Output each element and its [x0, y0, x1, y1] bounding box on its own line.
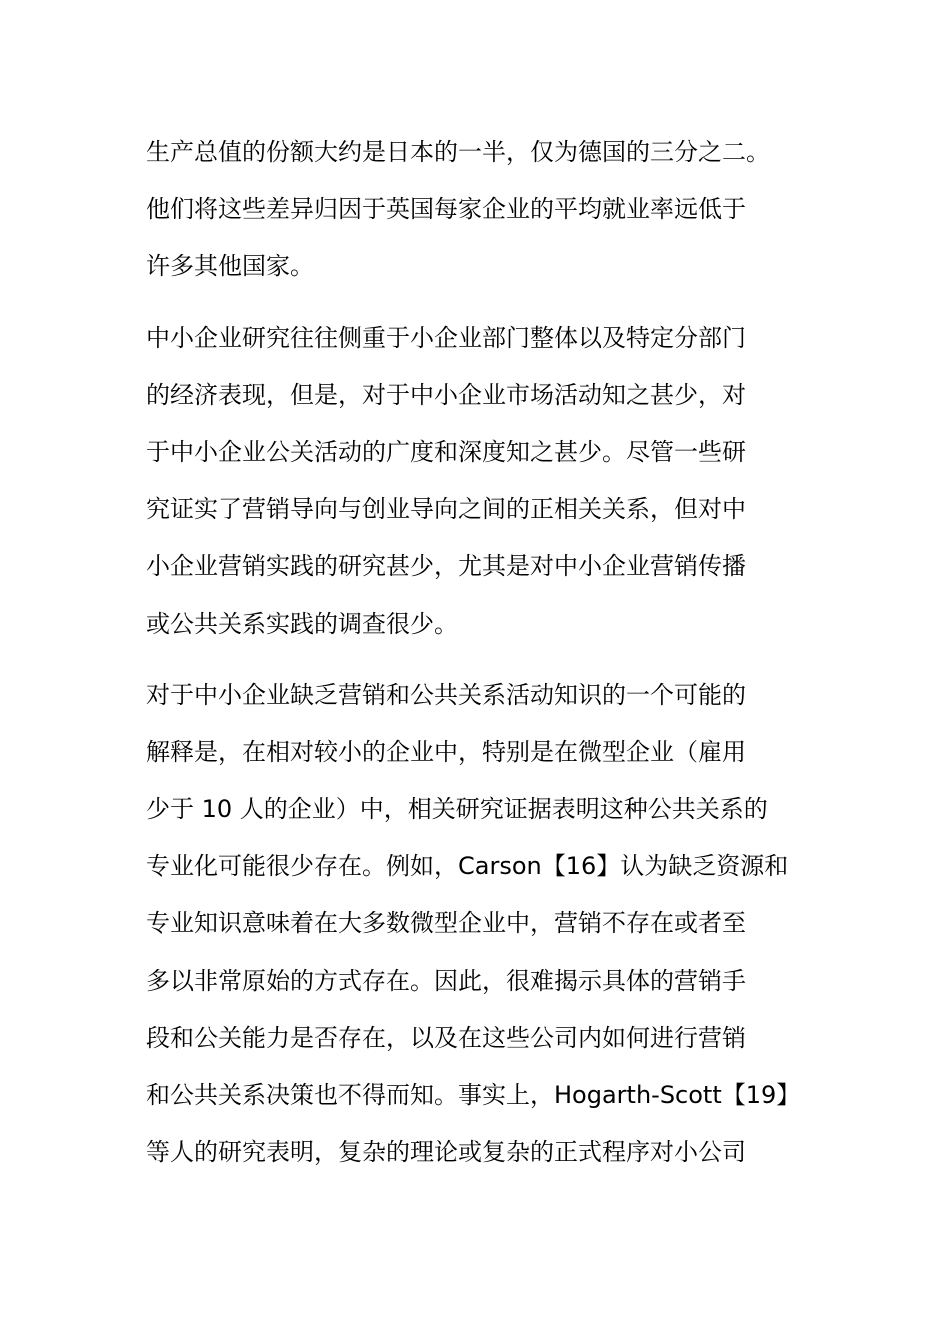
text-line: 少于 10 人的企业）中，相关研究证据表明这种公共关系的	[146, 795, 768, 824]
text-line: 于中小企业公关活动的广度和深度知之甚少。尽管一些研	[146, 437, 746, 466]
document-body	[146, 124, 806, 1195]
paragraph-3	[146, 667, 806, 1182]
text-line: 究证实了营销导向与创业导向之间的正相关关系，但对中	[146, 495, 746, 524]
text-line: 或公共关系实践的调查很少。	[146, 609, 458, 638]
text-line: 解释是，在相对较小的企业中，特别是在微型企业（雇用	[146, 737, 746, 766]
text-line: 小企业营销实践的研究甚少，尤其是对中小企业营销传播	[146, 552, 746, 581]
text-line: 对于中小企业缺乏营销和公共关系活动知识的一个可能的	[146, 680, 746, 709]
text-line: 专业化可能很少存在。例如，Carson【16】认为缺乏资源和	[146, 852, 789, 881]
text-line: 的经济表现，但是，对于中小企业市场活动知之甚少，对	[146, 380, 746, 409]
text-line: 专业知识意味着在大多数微型企业中，营销不存在或者至	[146, 909, 746, 938]
text-line: 段和公关能力是否存在，以及在这些公司内如何进行营销	[146, 1023, 746, 1052]
text-line: 等人的研究表明，复杂的理论或复杂的正式程序对小公司	[146, 1138, 746, 1167]
text-line: 和公共关系决策也不得而知。事实上，Hogarth-Scott【19】	[146, 1081, 801, 1109]
paragraph-1	[146, 124, 806, 296]
text-line: 许多其他国家。	[146, 252, 314, 281]
paragraph-2	[146, 310, 806, 653]
text-line: 中小企业研究往往侧重于小企业部门整体以及特定分部门	[146, 323, 746, 352]
text-line: 生产总值的份额大约是日本的一半，仅为德国的三分之二。	[146, 138, 770, 166]
text-line: 他们将这些差异归因于英国每家企业的平均就业率远低于	[146, 195, 746, 224]
text-line: 多以非常原始的方式存在。因此，很难揭示具体的营销手	[146, 966, 746, 995]
